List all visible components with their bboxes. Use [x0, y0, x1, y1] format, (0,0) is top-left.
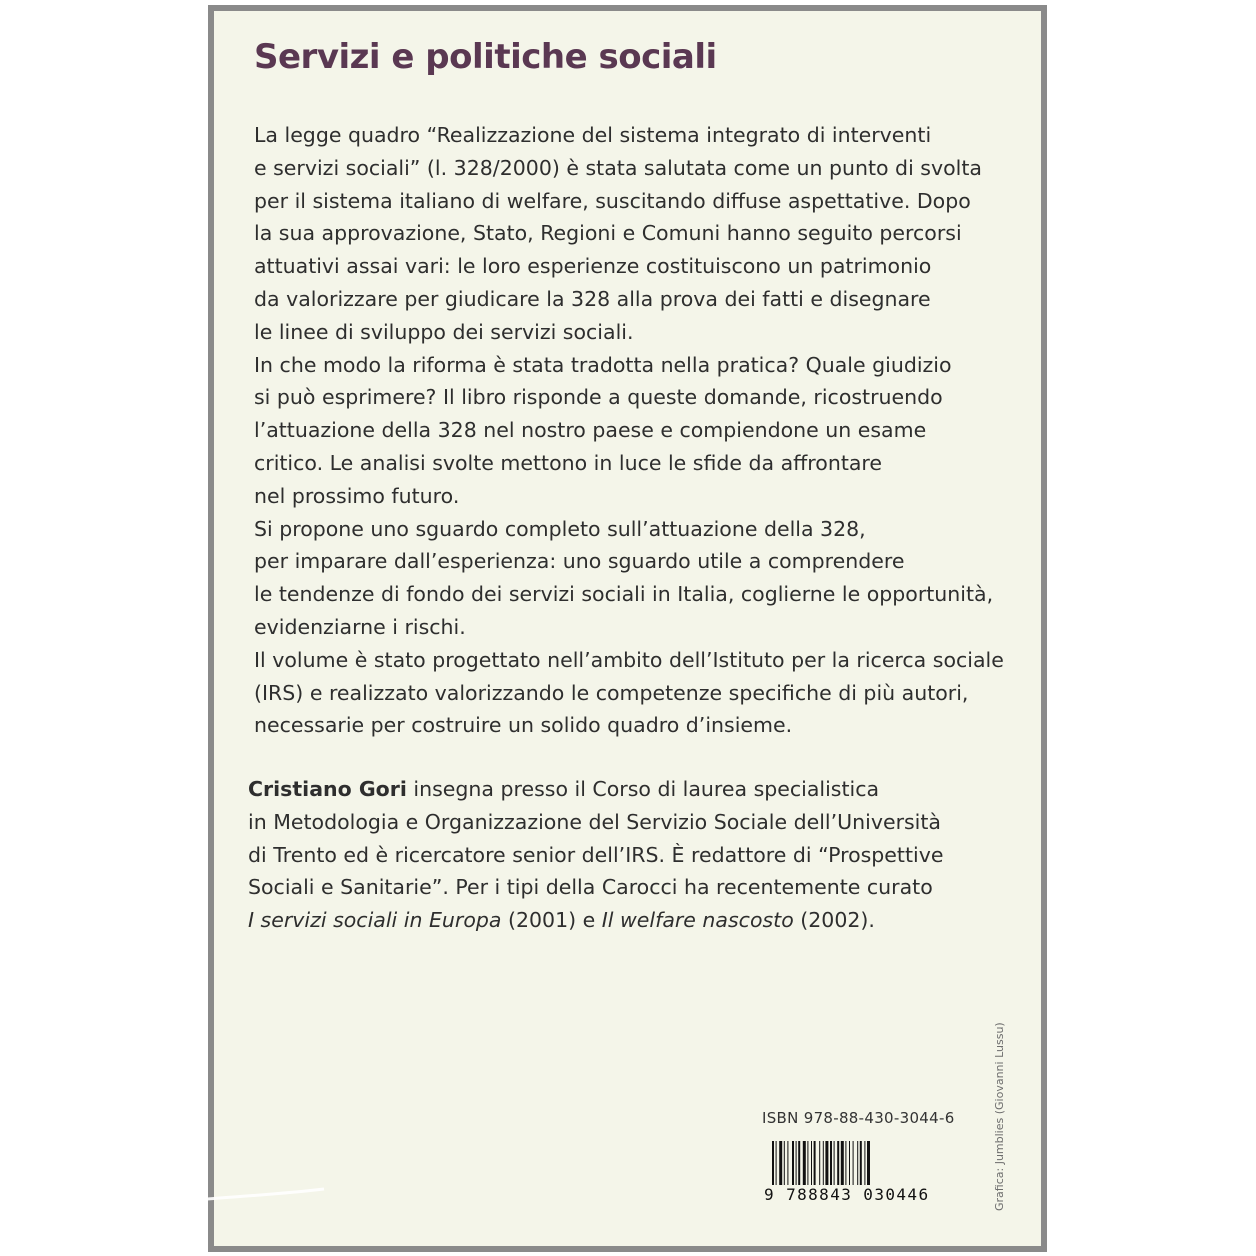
- description-line: le linee di sviluppo dei servizi sociali.: [254, 319, 634, 344]
- book-title: Servizi e politiche sociali: [254, 37, 717, 77]
- description-line: le tendenze di fondo dei servizi sociali in Italia, coglierne le opportunità,: [254, 582, 994, 607]
- book-description: [254, 119, 1004, 742]
- description-line: critico. Le analisi svolte mettono in luce le sfide da affrontare: [254, 450, 883, 475]
- description-line: (IRS) e realizzato valorizzando le competenze specifiche di più autori,: [254, 680, 969, 705]
- author-bio-line: Sociali e Sanitarie”. Per i tipi della Carocci ha recentemente curato: [248, 875, 933, 900]
- author-bio-line: in Metodologia e Organizzazione del Servizio Sociale dell’Università: [248, 809, 941, 834]
- description-line: si può esprimere? Il libro risponde a queste domande, ricostruendo: [254, 385, 943, 410]
- book-reference-year: (2001) e: [501, 908, 602, 933]
- description-line: la sua approvazione, Stato, Regioni e Comuni hanno seguito percorsi: [254, 221, 962, 246]
- description-line: da valorizzare per giudicare la 328 alla prova dei fatti e disegnare: [254, 286, 931, 311]
- author-bio-text: insegna presso il Corso di laurea specialistica: [406, 777, 880, 801]
- description-line: La legge quadro “Realizzazione del sistema integrato di interventi: [254, 123, 932, 147]
- description-line: per il sistema italiano di welfare, suscitando diffuse aspettative. Dopo: [254, 188, 971, 213]
- book-reference-year: (2002).: [793, 908, 875, 933]
- description-line: l’attuazione della 328 nel nostro paese e compiendone un esame: [254, 418, 927, 443]
- description-line: necessarie per costruire un solido quadro d’insieme.: [254, 713, 793, 738]
- barcode-icon: [764, 1135, 954, 1225]
- description-line: nel prossimo futuro.: [254, 483, 460, 508]
- description-line: evidenziarne i rischi.: [254, 614, 466, 639]
- book-reference-title: I servizi sociali in Europa: [248, 908, 502, 933]
- author-bio-line: [248, 904, 988, 937]
- description-line: Si propone uno sguardo completo sull’attuazione della 328,: [254, 516, 866, 541]
- description-line: per imparare dall’esperienza: uno sguardo utile a comprendere: [254, 549, 905, 574]
- author-bio: [248, 773, 988, 937]
- isbn-number: ISBN 978-88-430-3044-6: [762, 1109, 955, 1127]
- description-line: In che modo la riforma è stata tradotta nella pratica? Quale giudizio: [254, 352, 952, 377]
- description-line: attuativi assai vari: le loro esperienze costituiscono un patrimonio: [254, 254, 932, 279]
- author-bio-line: [248, 773, 988, 806]
- design-credit: Grafica: Jumblies (Giovanni Lussu): [993, 1022, 1006, 1211]
- book-reference-title: Il welfare nascosto: [601, 908, 794, 933]
- author-name: Cristiano Gori: [248, 777, 407, 801]
- scuff-mark: [184, 1183, 354, 1207]
- description-line: e servizi sociali” (l. 328/2000) è stata salutata come un punto di svolta: [254, 155, 982, 180]
- author-bio-line: di Trento ed è ricercatore senior dell’IRS. È redattore di “Prospettive: [248, 842, 944, 867]
- barcode-graphic: [764, 1135, 954, 1225]
- description-line: Il volume è stato progettato nell’ambito dell’Istituto per la ricerca sociale: [254, 647, 1004, 672]
- barcode-digits: 9 788843 030446: [764, 1185, 930, 1204]
- book-back-cover: [208, 5, 1047, 1252]
